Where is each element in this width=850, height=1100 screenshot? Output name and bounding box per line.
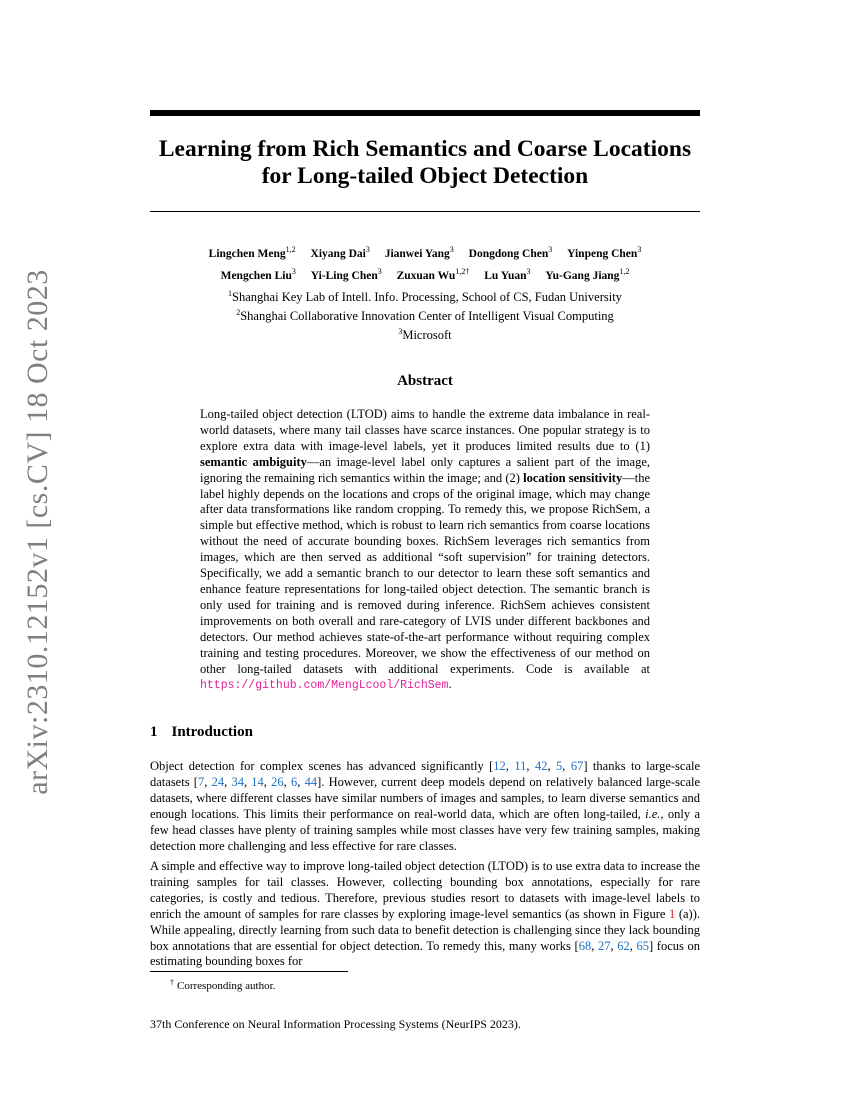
- author-list: [150, 241, 700, 285]
- affiliation-line: $^3$Microsoft: [398, 327, 452, 342]
- author: Zuxuan $Wu^{1,2\dagger}$: [396, 267, 470, 282]
- citation-link[interactable]: 26: [271, 774, 284, 789]
- title-line-1: Learning from Rich Semantics and Coarse Locations: [158, 136, 692, 162]
- author: Jianwei Yang$^3$: [384, 245, 454, 260]
- author: Yi-Ling Chen$^3$: [310, 267, 382, 282]
- affiliations: [150, 286, 700, 343]
- intro-paragraph-2: A simple and effective way to improve long-tailed object detection (LTOD) is to use extra data to increase the training samples for tail classes. However, collecting bounding box annotations, especially for rare categories, is costly and tedious. Therefore, previous studies resort to datasets with image-level labels to enrich the amount of samples for rare classes by exploring image-level semantics (as shown in Figure 1 (a)). While appealing, directly learning from such data to benefit detection is challenging since they lack bounding box annotations that are essential for object detection. To remedy this, many works [68, 27, 62, 65] focus on estimating bounding boxes for: [150, 859, 701, 969]
- citation-link[interactable]: 11: [514, 759, 527, 773]
- footnote-corresponding-author: † Corresponding author.: [170, 978, 276, 992]
- author: Yu-Gang Jiang$^{1,2}$: [545, 267, 630, 282]
- citation-link[interactable]: 27: [597, 938, 611, 953]
- figure-reference-link[interactable]: 1: [668, 906, 676, 921]
- author: Dongdong Chen$^3$: [468, 245, 553, 260]
- conference-note: 37th Conference on Neural Information Processing Systems (NeurIPS 2023).: [150, 1017, 521, 1031]
- author: Lingchen Meng$^{1,2}$: [208, 245, 296, 260]
- author-row-2: [150, 263, 700, 285]
- citation-link[interactable]: 14: [251, 774, 264, 789]
- author: Xiyang Dai$^3$: [310, 245, 370, 260]
- section-heading-introduction: 1 Introduction: [150, 724, 253, 740]
- footnote-rule: [150, 971, 348, 972]
- citation-link[interactable]: 65: [636, 938, 649, 953]
- citation-link[interactable]: 24: [211, 774, 225, 789]
- citation-link[interactable]: 5: [556, 759, 563, 773]
- author: Mengchen Liu$^3$: [220, 267, 296, 282]
- citation-link[interactable]: 12: [493, 759, 506, 773]
- citation-link[interactable]: 62: [617, 938, 630, 953]
- citation-link[interactable]: 44: [304, 774, 318, 789]
- author-row-1: [150, 241, 700, 263]
- title-bottom-rule: [150, 211, 700, 212]
- abstract-heading: Abstract: [397, 373, 453, 389]
- citation-link[interactable]: 34: [231, 774, 244, 789]
- paper-title: [150, 136, 700, 190]
- intro-paragraph-1: Object detection for complex scenes has advanced significantly [12, 11, 42, 5, 67] thanks to large-scale datasets [7, 24, 34, 14, 26, 6, 44]. However, current deep models depend on relatively balanced large-scale datasets, where different classes have similar numbers of images and samples, to learn diverse semantics and enough locations. This limits their performance on real-world data, which are often long-tailed, i.e., only a few head classes have plenty of training samples while most classes have very few training samples, making detection more challenging and less effective for rare classes.: [150, 759, 701, 853]
- title-top-rule: [150, 110, 700, 116]
- arxiv-identifier-stamp: arXiv:2310.12152v1 [cs.CV] 18 Oct 2023: [21, 269, 54, 795]
- affiliation-line: $^2$Shanghai Collaborative Innovation Center of Intelligent Visual Computing: [236, 308, 614, 323]
- citation-link[interactable]: 6: [291, 774, 298, 789]
- code-repository-link[interactable]: https://github.com/MengLcool/RichSem: [200, 679, 449, 693]
- affiliation-line: $^1$Shanghai Key Lab of Intell. Info. Processing, School of CS, Fudan University: [228, 289, 622, 304]
- citation-link[interactable]: 7: [197, 774, 205, 789]
- author: Lu Yuan$^3$: [484, 267, 531, 282]
- title-line-2: for Long-tailed Object Detection: [261, 163, 589, 189]
- citation-link[interactable]: 67: [570, 759, 584, 773]
- citation-link[interactable]: 68: [578, 938, 592, 953]
- citation-link[interactable]: 42: [534, 759, 548, 773]
- author: Yinpeng Chen$^3$: [567, 245, 642, 260]
- abstract-text: Long-tailed object detection (LTOD) aims to handle the extreme data imbalance in real-world datasets, where many tail classes have scarce instances. One popular strategy is to explore extra data with image-level labels, yet it produces limited results due to (1) semantic ambiguity—an image-level label only captures a salient part of the image, ignoring the remaining rich semantics within the image; and (2) location sensitivity—the label highly depends on the locations and crops of the original image, which may change after data transformations like random cropping. To remedy this, we propose RichSem, a simple but effective method, which is robust to learn rich semantics from coarse locations without the need of accurate bounding boxes. RichSem leverages rich semantics from images, which are then served as additional “soft supervision” for training detectors. Specifically, we add a semantic branch to our detector to learn these soft semantics and enhance feature representations for long-tailed object detection. The semantic branch is only used for training and is removed during inference. RichSem achieves consistent improvements on both overall and rare-category of LVIS under different backbones and detectors. Our method achieves state-of-the-art performance without requiring complex training and testing procedures. Moreover, we show the effectiveness of our method on other long-tailed datasets with additional experiments. Code is available at https://github.com/MengLcool/RichSem.: [200, 407, 650, 693]
